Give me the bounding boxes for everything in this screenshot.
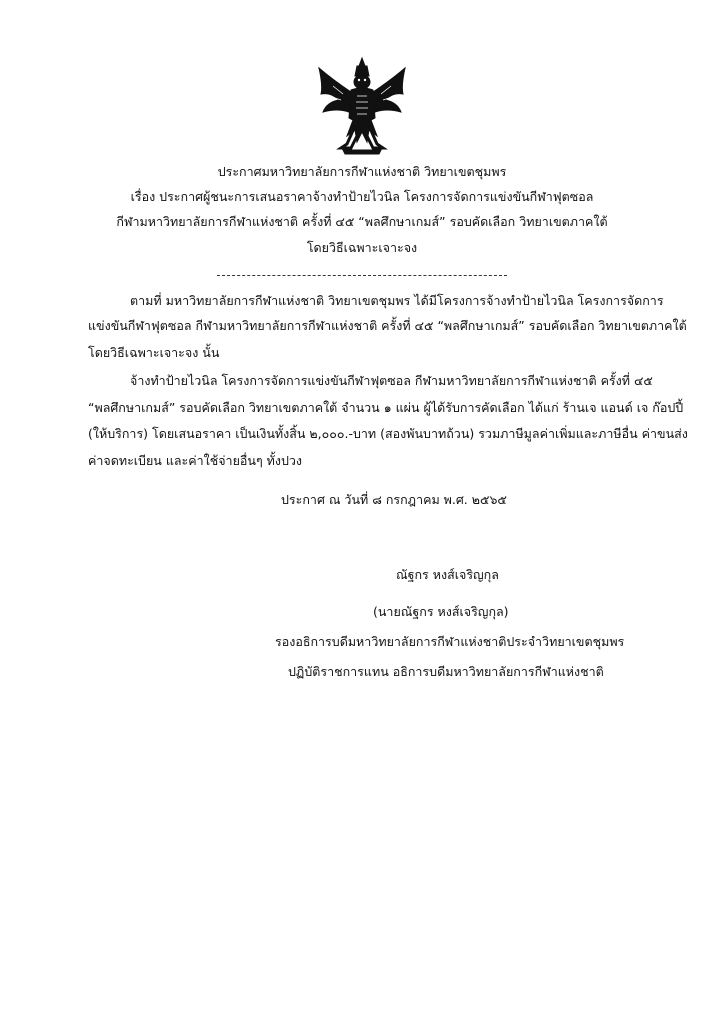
announcement-date: ประกาศ ณ วันที่ ๘ กรกฎาคม พ.ศ. ๒๕๖๕ (281, 492, 507, 507)
header-divider (217, 275, 507, 276)
paragraph-1-line-3: โดยวิธีเฉพาะเจาะจง นั้น (88, 345, 220, 360)
paragraph-2-line-4: ค่าจดทะเบียน และค่าใช้จ่ายอื่นๆ ทั้งปวง (88, 453, 303, 468)
announcement-title: ประกาศมหาวิทยาลัยการกีฬาแห่งชาติ วิทยาเขตชุมพร (217, 164, 507, 179)
acting-on-behalf: ปฏิบัติราชการแทน อธิการบดีมหาวิทยาลัยการกีฬาแห่งชาติ (288, 664, 604, 679)
signatory-position: รองอธิการบดีมหาวิทยาลัยการกีฬาแห่งชาติประจำวิทยาเขตชุมพร (275, 634, 625, 649)
subject-line: เรื่อง ประกาศผู้ชนะการเสนอราคาจ้างทำป้ายไวนิล โครงการจัดการแข่งขันกีฬาฟุตซอล (130, 189, 594, 204)
garuda-emblem-icon (313, 56, 411, 156)
paragraph-1-line-1: ตามที่ มหาวิทยาลัยการกีฬาแห่งชาติ วิทยาเขตชุมพร ได้มีโครงการจ้างทำป้ายไวนิล โครงการจัดการ (130, 293, 664, 308)
signatory-full-name: (นายณัฐกร หงส์เจริญกุล) (373, 604, 509, 619)
paragraph-2-line-3: (ให้บริการ) โดยเสนอราคา เป็นเงินทั้งสิ้น ๒,๐๐๐.-บาท (สองพันบาทถ้วน) รวมภาษีมูลค่าเพิ่มและภาษีอื่น ค่าขนส่ง (88, 426, 688, 441)
procurement-method: โดยวิธีเฉพาะเจาะจง (306, 240, 418, 255)
subject-line-continued: กีฬามหาวิทยาลัยการกีฬาแห่งชาติ ครั้งที่ ๔๕ “พลศึกษาเกมส์” รอบคัดเลือก วิทยาเขตภาคใต้ (116, 214, 608, 229)
signature-name: ณัฐกร หงส์เจริญกุล (396, 567, 499, 582)
paragraph-2-line-2: “พลศึกษาเกมส์” รอบคัดเลือก วิทยาเขตภาคใต้ จำนวน ๑ แผ่น ผู้ได้รับการคัดเลือก ได้แก่ ร้านเจ แอนด์ เจ ก๊อปปี้ (88, 400, 684, 415)
paragraph-2-line-1: จ้างทำป้ายไวนิล โครงการจัดการแข่งขันกีฬาฟุตซอล กีฬามหาวิทยาลัยการกีฬาแห่งชาติ ครั้งที่ ๔๕ (130, 373, 653, 388)
paragraph-1-line-2: แข่งขันกีฬาฟุตซอล กีฬามหาวิทยาลัยการกีฬาแห่งชาติ ครั้งที่ ๔๕ “พลศึกษาเกมส์” รอบคัดเลือก วิทยาเขตภาคใต้ (88, 318, 687, 333)
